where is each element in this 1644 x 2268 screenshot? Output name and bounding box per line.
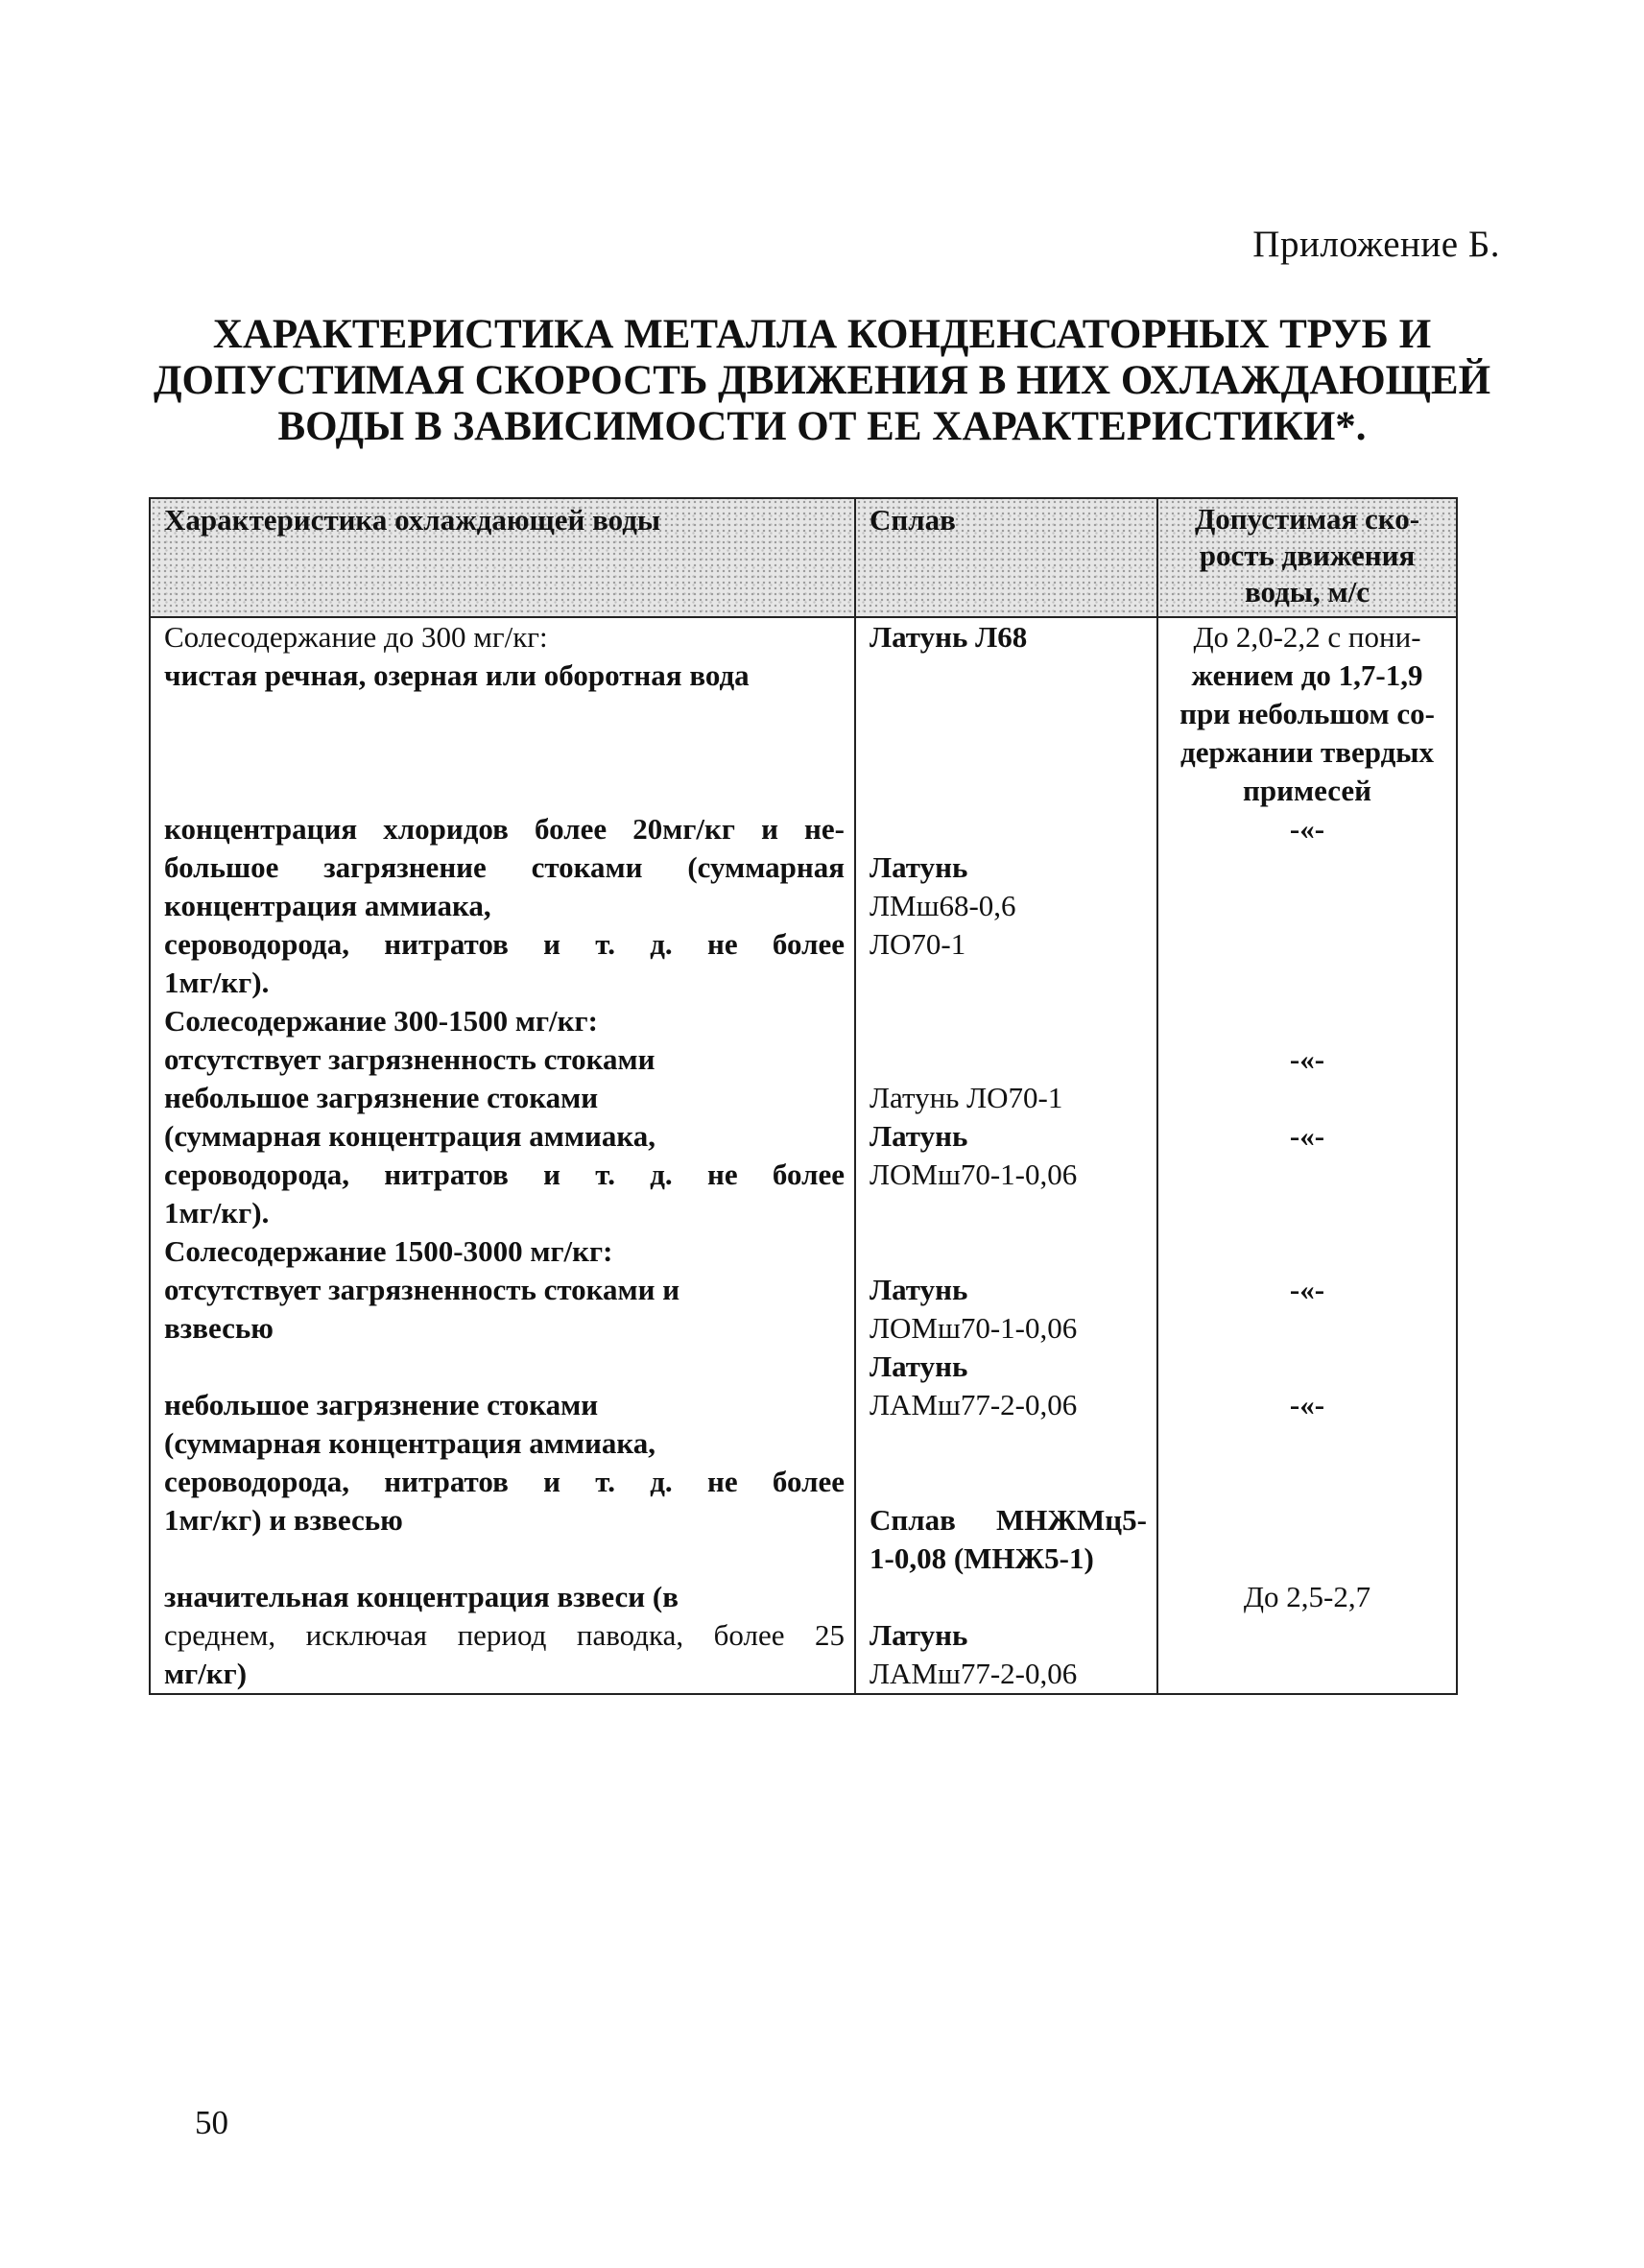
title-line: ХАРАКТЕРИСТИКА МЕТАЛЛА КОНДЕНСАТОРНЫХ ТРУБ И [212,312,1432,357]
header-alloy: Сплав [855,498,1157,617]
text-line: при небольшом со- [1179,697,1435,730]
alloy-table [149,497,1458,1695]
text-line: большое загрязнение стоками (суммарная [164,850,845,884]
header-allowed-velocity [1157,498,1457,617]
text-line: Сплав МНЖМц5- [870,1503,1147,1537]
text-line: чистая речная, озерная или оборотная вода [164,658,750,692]
text-line: ЛОМш70-1-0,06 [870,1311,1078,1345]
text-line: жением до 1,7-1,9 [1191,658,1423,692]
text-line: Солесодержание 300-1500 мг/кг: [164,1004,598,1038]
ditto-mark: -«- [1289,812,1325,846]
text-line: 1мг/кг). [164,966,270,999]
text-line: ЛАМш77-2-0,06 [870,1388,1078,1421]
page-number: 50 [195,2104,228,2141]
text-line: (суммарная концентрация аммиака, [164,1119,656,1153]
text-line: ЛОМш70-1-0,06 [870,1158,1078,1191]
ditto-mark: -«- [1289,1273,1325,1306]
text-line: Латунь [870,1273,968,1306]
text-line: 1-0,08 (МНЖ5-1) [870,1541,1094,1575]
text-line: мг/кг) [164,1657,248,1690]
text-line: Латунь ЛО70-1 [870,1081,1063,1114]
text-line: держании твердых [1180,735,1434,769]
ditto-mark: -«- [1289,1119,1325,1153]
text-line: сероводорода, нитратов и т. д. не более [164,927,845,961]
text-line: До 2,5-2,7 [1243,1580,1371,1613]
text-line: среднем, исключая период паводка, более 25 [164,1618,845,1652]
header-line: воды, м/с [1244,575,1370,609]
text-line: Латунь [870,1349,968,1383]
text-line: Латунь Л68 [870,620,1028,654]
text-line: До 2,0-2,2 с пони- [1193,620,1421,654]
text-line: 1мг/кг) и взвесью [164,1503,403,1537]
text-line: ЛМш68-0,6 [870,889,1016,922]
text-line: сероводорода, нитратов и т. д. не более [164,1158,845,1191]
text-line: 1мг/кг). [164,1196,270,1229]
water-characteristic-cell [150,617,855,1694]
document-title [144,312,1500,450]
allowed-velocity-cell [1157,617,1457,1694]
title-line: ДОПУСТИМАЯ СКОРОСТЬ ДВИЖЕНИЯ В НИХ ОХЛАЖДАЮЩЕЙ [153,358,1491,403]
text-line: Латунь [870,1119,968,1153]
text-line: Латунь [870,1618,968,1652]
text-line: (суммарная концентрация аммиака, [164,1426,656,1460]
text-line: сероводорода, нитратов и т. д. не более [164,1465,845,1498]
table-body-row [150,617,1457,1694]
appendix-label: Приложение Б. [1252,224,1500,265]
text-line: Латунь [870,850,968,884]
title-line: ВОДЫ В ЗАВИСИМОСТИ ОТ ЕЕ ХАРАКТЕРИСТИКИ*. [277,404,1367,449]
header-line: рость движения [1199,538,1416,572]
text-line: значительная концентрация взвеси (в [164,1580,679,1613]
text-line: Солесодержание 1500-3000 мг/кг: [164,1234,613,1268]
text-line: взвесью [164,1311,274,1345]
text-line: концентрация аммиака, [164,889,491,922]
alloy-cell [855,617,1157,1694]
ditto-mark: -«- [1289,1042,1325,1076]
text-line: концентрация хлоридов более 20мг/кг и не- [164,812,845,846]
text-line: отсутствует загрязненность стоками [164,1042,655,1076]
text-line: Солесодержание до 300 мг/кг: [164,620,548,654]
table-header-row [150,498,1457,617]
text-line: небольшое загрязнение стоками [164,1081,599,1114]
text-line: ЛАМш77-2-0,06 [870,1657,1078,1690]
header-line: Допустимая ско- [1194,502,1420,536]
text-line: небольшое загрязнение стоками [164,1388,599,1421]
text-line: примесей [1243,774,1371,807]
header-water-characteristic: Характеристика охлаждающей воды [150,498,855,617]
text-line: отсутствует загрязненность стоками и [164,1273,680,1306]
ditto-mark: -«- [1289,1388,1325,1421]
text-line: ЛО70-1 [870,927,966,961]
